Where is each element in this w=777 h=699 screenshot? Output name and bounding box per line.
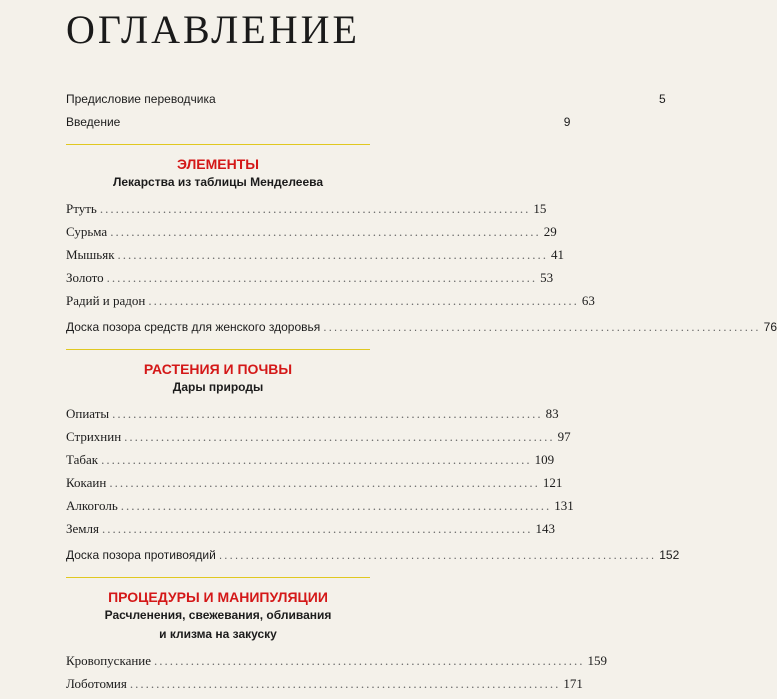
toc-entry[interactable] [66,247,565,270]
toc-entry-page: 109 [534,452,555,467]
leader-dots: .................................................................................. [101,521,533,536]
toc-entry-page: 97 [557,429,571,444]
toc-entry-page: 41 [551,247,565,262]
toc-entry-label: Радий и радон [66,293,146,308]
toc-entry-label: Золото [66,270,104,285]
toc-entry-label: Мышьяк [66,247,115,262]
toc-entry[interactable] [66,92,666,115]
toc-entry-page: 152 [659,548,680,562]
section-heading: ЭЛЕМЕНТЫ [177,156,259,172]
toc-entry[interactable] [66,224,557,247]
toc-entry-page: 63 [581,293,595,308]
toc-entry-page: 76 [763,320,777,334]
leader-dots: .................................................................................. [154,653,585,668]
toc-entry-label: Доска позора средств для женского здоровья [66,320,321,334]
toc-entry[interactable] [66,521,555,544]
toc-entry-label: Лоботомия [66,676,127,691]
toc-entry[interactable] [66,320,777,343]
toc-entry-label: Предисловие переводчика [66,92,216,106]
toc-entry[interactable] [66,498,574,521]
section-divider [66,144,370,145]
toc-entry[interactable] [66,653,608,676]
leader-dots: .................................................................................. [124,429,555,444]
section-subtitle: Расчленения, свежевания, обливания [104,608,332,622]
toc-entry-label: Доска позора противоядий [66,548,216,562]
toc-entry-label: Сурьма [66,224,108,239]
toc-entry-label: Земля [66,521,99,536]
leader-dots: .................................................................................. [109,475,540,490]
toc-entry[interactable] [66,270,554,293]
toc-entry-label: Кокаин [66,475,107,490]
table-of-contents [66,92,777,699]
toc-entry-label: Стрихнин [66,429,122,444]
leader-dots: .................................................................................. [323,320,761,334]
toc-entry-page: 53 [540,270,554,285]
section-divider [66,349,370,350]
toc-entry-page: 121 [542,475,563,490]
section-subtitle: Дары природы [172,380,264,394]
toc-entry-label: Табак [66,452,99,467]
toc-entry[interactable] [66,293,595,316]
leader-dots: .................................................................................. [112,406,543,421]
leader-dots: .................................................................................. [110,224,541,239]
toc-entry-label: Алкоголь [66,498,118,513]
toc-entry[interactable] [66,548,680,571]
toc-entry[interactable] [66,475,563,498]
toc-entry-page: 5 [659,92,666,106]
toc-entry-page: 83 [545,406,559,421]
leader-dots: .................................................................................. [129,676,561,691]
toc-entry-page: 171 [563,676,583,691]
toc-entry[interactable] [66,201,547,224]
leader-dots: .................................................................................. [99,201,531,216]
page-title: ОГЛАВЛЕНИЕ [66,7,360,52]
toc-entry[interactable] [66,452,555,475]
toc-entry-page: 15 [533,201,547,216]
toc-entry-label: Кровопускание [66,653,152,668]
leader-dots: .................................................................................. [101,452,532,467]
toc-entry[interactable] [66,406,559,429]
toc-entry-page: 9 [563,115,571,129]
toc-entry-label: Опиаты [66,406,110,421]
leader-dots: .................................................................................. [218,548,657,562]
leader-dots: .................................................................................. [106,270,538,285]
section-subtitle: и клизма на закуску [159,627,277,641]
section-heading: ПРОЦЕДУРЫ И МАНИПУЛЯЦИИ [108,589,328,605]
toc-entry-page: 143 [535,521,555,536]
toc-entry[interactable] [66,115,571,138]
section-divider [66,577,370,578]
toc-entry-page: 29 [543,224,557,239]
section-subtitle: Лекарства из таблицы Менделеева [112,175,324,189]
toc-entry[interactable] [66,429,571,452]
leader-dots: .................................................................................. [148,293,579,308]
toc-entry-page: 159 [587,653,608,668]
leader-dots: .................................................................................. [120,498,552,513]
leader-dots: .................................................................................. [117,247,549,262]
toc-entry-page: 131 [554,498,574,513]
toc-entry[interactable] [66,676,583,699]
toc-entry-label: Введение [66,115,121,129]
toc-entry-label: Ртуть [66,201,97,216]
section-heading: РАСТЕНИЯ И ПОЧВЫ [143,361,293,377]
